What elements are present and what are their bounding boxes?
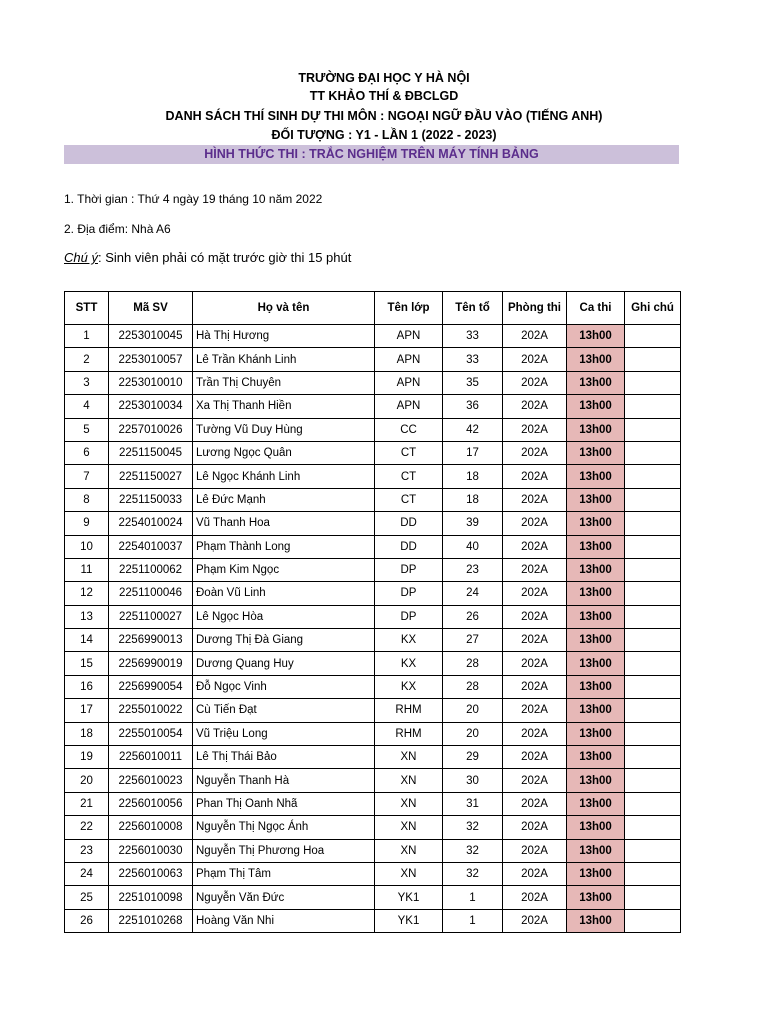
cell-session: 13h00 (567, 348, 625, 371)
cell-note (625, 769, 681, 792)
cell-student-id: 2256010011 (109, 746, 193, 769)
cell-note (625, 792, 681, 815)
cell-full-name: Lê Ngọc Khánh Linh (193, 465, 375, 488)
col-header-note: Ghi chú (625, 292, 681, 325)
cell-full-name: Lê Ngọc Hòa (193, 605, 375, 628)
cell-room: 202A (503, 441, 567, 464)
cell-note (625, 816, 681, 839)
cell-group: 23 (443, 558, 503, 581)
cell-note (625, 395, 681, 418)
cell-class: APN (375, 395, 443, 418)
table-row (65, 512, 681, 535)
cell-full-name: Đoàn Vũ Linh (193, 582, 375, 605)
cell-full-name: Dương Quang Huy (193, 652, 375, 675)
cell-class: YK1 (375, 909, 443, 932)
cell-class: KX (375, 652, 443, 675)
cell-full-name: Phan Thị Oanh Nhã (193, 792, 375, 815)
cell-stt: 9 (65, 512, 109, 535)
cell-group: 42 (443, 418, 503, 441)
cell-session: 13h00 (567, 371, 625, 394)
cell-group: 33 (443, 325, 503, 348)
cell-session: 13h00 (567, 769, 625, 792)
cell-group: 32 (443, 816, 503, 839)
exam-center-name: TT KHẢO THÍ & ĐBCLGD (309, 89, 459, 103)
cell-stt: 7 (65, 465, 109, 488)
cell-note (625, 465, 681, 488)
cell-stt: 26 (65, 909, 109, 932)
cell-room: 202A (503, 605, 567, 628)
cell-room: 202A (503, 792, 567, 815)
cell-full-name: Vũ Thanh Hoa (193, 512, 375, 535)
cell-full-name: Dương Thị Đà Giang (193, 629, 375, 652)
cell-full-name: Phạm Thị Tâm (193, 862, 375, 885)
cell-session: 13h00 (567, 418, 625, 441)
cell-stt: 22 (65, 816, 109, 839)
table-row (65, 535, 681, 558)
cell-stt: 18 (65, 722, 109, 745)
cell-note (625, 348, 681, 371)
cell-note (625, 441, 681, 464)
cell-room: 202A (503, 395, 567, 418)
note-text: : Sinh viên phải có mặt trước giờ thi 15 phút (97, 250, 352, 265)
cell-class: DP (375, 582, 443, 605)
table-row (65, 862, 681, 885)
cell-full-name: Xa Thị Thanh Hiền (193, 395, 375, 418)
cell-note (625, 325, 681, 348)
cell-class: CC (375, 418, 443, 441)
cell-student-id: 2251150033 (109, 488, 193, 511)
cell-session: 13h00 (567, 629, 625, 652)
cell-full-name: Phạm Thành Long (193, 535, 375, 558)
cell-group: 26 (443, 605, 503, 628)
cell-note (625, 535, 681, 558)
cell-session: 13h00 (567, 792, 625, 815)
cell-student-id: 2253010010 (109, 371, 193, 394)
cell-group: 40 (443, 535, 503, 558)
note-label: Chú ý (64, 250, 98, 265)
table-row (65, 652, 681, 675)
cell-full-name: Lương Ngọc Quân (193, 441, 375, 464)
cell-room: 202A (503, 418, 567, 441)
cell-stt: 19 (65, 746, 109, 769)
cell-stt: 11 (65, 558, 109, 581)
cell-student-id: 2256010063 (109, 862, 193, 885)
cell-session: 13h00 (567, 395, 625, 418)
table-row (65, 699, 681, 722)
cell-stt: 15 (65, 652, 109, 675)
cell-full-name: Nguyễn Thị Ngọc Ánh (193, 816, 375, 839)
cell-room: 202A (503, 886, 567, 909)
cell-class: CT (375, 465, 443, 488)
cell-class: XN (375, 769, 443, 792)
cell-full-name: Lê Thị Thái Bảo (193, 746, 375, 769)
cell-note (625, 675, 681, 698)
cell-stt: 20 (65, 769, 109, 792)
table-header-row (65, 292, 681, 325)
cell-stt: 24 (65, 862, 109, 885)
table-row (65, 348, 681, 371)
cell-room: 202A (503, 652, 567, 675)
cell-student-id: 2251100027 (109, 605, 193, 628)
cell-note (625, 886, 681, 909)
col-header-student-id: Mã SV (109, 292, 193, 325)
cell-group: 31 (443, 792, 503, 815)
cell-session: 13h00 (567, 652, 625, 675)
cell-stt: 2 (65, 348, 109, 371)
cell-stt: 25 (65, 886, 109, 909)
cell-stt: 10 (65, 535, 109, 558)
cell-note (625, 512, 681, 535)
cell-note (625, 371, 681, 394)
cell-stt: 1 (65, 325, 109, 348)
cell-student-id: 2256990054 (109, 675, 193, 698)
table-row (65, 839, 681, 862)
cell-stt: 23 (65, 839, 109, 862)
cell-full-name: Lê Trần Khánh Linh (193, 348, 375, 371)
cell-room: 202A (503, 488, 567, 511)
cell-note (625, 582, 681, 605)
cell-session: 13h00 (567, 699, 625, 722)
cell-class: CT (375, 488, 443, 511)
cell-student-id: 2251150027 (109, 465, 193, 488)
cell-stt: 8 (65, 488, 109, 511)
cell-group: 32 (443, 862, 503, 885)
cell-group: 1 (443, 886, 503, 909)
university-name: TRƯỜNG ĐẠI HỌC Y HÀ NỘI (298, 71, 470, 85)
cell-group: 18 (443, 465, 503, 488)
cell-class: XN (375, 816, 443, 839)
cell-full-name: Nguyễn Thị Phương Hoa (193, 839, 375, 862)
cell-group: 30 (443, 769, 503, 792)
cell-full-name: Nguyễn Văn Đức (193, 886, 375, 909)
note (64, 249, 351, 267)
cell-session: 13h00 (567, 325, 625, 348)
table-row (65, 605, 681, 628)
cell-full-name: Phạm Kim Ngọc (193, 558, 375, 581)
cell-room: 202A (503, 746, 567, 769)
cell-full-name: Vũ Triệu Long (193, 722, 375, 745)
cell-room: 202A (503, 348, 567, 371)
cell-room: 202A (503, 512, 567, 535)
cell-session: 13h00 (567, 582, 625, 605)
col-header-room: Phòng thi (503, 292, 567, 325)
cell-room: 202A (503, 839, 567, 862)
table-row (65, 746, 681, 769)
cell-note (625, 839, 681, 862)
cell-note (625, 862, 681, 885)
table-row (65, 886, 681, 909)
col-header-stt: STT (65, 292, 109, 325)
exam-location: 2. Địa điểm: Nhà A6 (64, 222, 171, 236)
cell-group: 1 (443, 909, 503, 932)
table-row (65, 441, 681, 464)
cell-class: XN (375, 746, 443, 769)
table-row (65, 816, 681, 839)
cell-class: DD (375, 512, 443, 535)
cell-class: RHM (375, 722, 443, 745)
cell-group: 18 (443, 488, 503, 511)
cell-session: 13h00 (567, 675, 625, 698)
cell-session: 13h00 (567, 886, 625, 909)
cell-student-id: 2251010098 (109, 886, 193, 909)
cell-room: 202A (503, 558, 567, 581)
cell-full-name: Hà Thị Hương (193, 325, 375, 348)
cell-session: 13h00 (567, 465, 625, 488)
cell-group: 35 (443, 371, 503, 394)
table-row (65, 371, 681, 394)
cell-class: APN (375, 348, 443, 371)
cell-group: 27 (443, 629, 503, 652)
cell-student-id: 2255010022 (109, 699, 193, 722)
cell-student-id: 2256010056 (109, 792, 193, 815)
cell-class: APN (375, 371, 443, 394)
col-header-full-name: Họ và tên (193, 292, 375, 325)
cell-room: 202A (503, 722, 567, 745)
cell-group: 24 (443, 582, 503, 605)
table-row (65, 325, 681, 348)
cell-session: 13h00 (567, 722, 625, 745)
cell-stt: 21 (65, 792, 109, 815)
cell-room: 202A (503, 535, 567, 558)
cell-note (625, 909, 681, 932)
table-row (65, 558, 681, 581)
cell-room: 202A (503, 909, 567, 932)
cell-note (625, 629, 681, 652)
cell-group: 36 (443, 395, 503, 418)
cell-stt: 4 (65, 395, 109, 418)
cell-class: DP (375, 605, 443, 628)
cell-room: 202A (503, 769, 567, 792)
cell-session: 13h00 (567, 558, 625, 581)
cell-stt: 16 (65, 675, 109, 698)
cell-class: APN (375, 325, 443, 348)
cell-group: 32 (443, 839, 503, 862)
table-row (65, 675, 681, 698)
cell-note (625, 605, 681, 628)
cell-class: YK1 (375, 886, 443, 909)
cell-student-id: 2256010023 (109, 769, 193, 792)
cell-group: 20 (443, 722, 503, 745)
cell-full-name: Cù Tiến Đạt (193, 699, 375, 722)
cell-room: 202A (503, 699, 567, 722)
cell-stt: 5 (65, 418, 109, 441)
cell-note (625, 746, 681, 769)
cell-student-id: 2251100062 (109, 558, 193, 581)
cell-room: 202A (503, 862, 567, 885)
cell-group: 28 (443, 675, 503, 698)
cell-stt: 6 (65, 441, 109, 464)
cell-student-id: 2256990019 (109, 652, 193, 675)
cell-stt: 13 (65, 605, 109, 628)
cell-full-name: Hoàng Văn Nhi (193, 909, 375, 932)
table-row (65, 769, 681, 792)
cell-session: 13h00 (567, 605, 625, 628)
cell-session: 13h00 (567, 512, 625, 535)
cell-full-name: Lê Đức Mạnh (193, 488, 375, 511)
candidate-table (64, 291, 681, 933)
cell-group: 20 (443, 699, 503, 722)
table-row (65, 465, 681, 488)
cell-class: DD (375, 535, 443, 558)
cell-room: 202A (503, 816, 567, 839)
cell-class: KX (375, 675, 443, 698)
cell-stt: 17 (65, 699, 109, 722)
cell-class: XN (375, 792, 443, 815)
table-row (65, 909, 681, 932)
cell-group: 28 (443, 652, 503, 675)
cell-student-id: 2251150045 (109, 441, 193, 464)
col-header-group: Tên tổ (443, 292, 503, 325)
cell-full-name: Tường Vũ Duy Hùng (193, 418, 375, 441)
exam-time: 1. Thời gian : Thứ 4 ngày 19 tháng 10 năm 2022 (64, 192, 323, 206)
list-title: DANH SÁCH THÍ SINH DỰ THI MÔN : NGOẠI NGỮ ĐẦU VÀO (TIẾNG ANH) (165, 109, 603, 123)
cell-stt: 3 (65, 371, 109, 394)
cell-group: 17 (443, 441, 503, 464)
cell-note (625, 418, 681, 441)
target-group: ĐỐI TƯỢNG : Y1 - LẦN 1 (2022 - 2023) (271, 128, 497, 142)
cell-student-id: 2256990013 (109, 629, 193, 652)
cell-session: 13h00 (567, 441, 625, 464)
cell-student-id: 2257010026 (109, 418, 193, 441)
cell-class: XN (375, 862, 443, 885)
cell-session: 13h00 (567, 909, 625, 932)
cell-session: 13h00 (567, 839, 625, 862)
cell-note (625, 558, 681, 581)
cell-session: 13h00 (567, 862, 625, 885)
table-row (65, 488, 681, 511)
table-body (65, 325, 681, 933)
cell-group: 29 (443, 746, 503, 769)
table-row (65, 792, 681, 815)
cell-student-id: 2256010008 (109, 816, 193, 839)
table-row (65, 418, 681, 441)
cell-full-name: Nguyễn Thanh Hà (193, 769, 375, 792)
cell-group: 39 (443, 512, 503, 535)
cell-stt: 12 (65, 582, 109, 605)
cell-class: KX (375, 629, 443, 652)
cell-full-name: Trần Thị Chuyên (193, 371, 375, 394)
cell-room: 202A (503, 629, 567, 652)
cell-full-name: Đỗ Ngọc Vinh (193, 675, 375, 698)
cell-student-id: 2254010024 (109, 512, 193, 535)
cell-student-id: 2256010030 (109, 839, 193, 862)
cell-stt: 14 (65, 629, 109, 652)
col-header-session: Ca thi (567, 292, 625, 325)
table-row (65, 629, 681, 652)
cell-class: CT (375, 441, 443, 464)
cell-session: 13h00 (567, 535, 625, 558)
cell-note (625, 652, 681, 675)
cell-room: 202A (503, 675, 567, 698)
cell-student-id: 2251010268 (109, 909, 193, 932)
cell-student-id: 2253010034 (109, 395, 193, 418)
exam-format-banner: HÌNH THỨC THI : TRẮC NGHIỆM TRÊN MÁY TÍNH BẢNG (64, 145, 679, 164)
cell-note (625, 722, 681, 745)
table-row (65, 395, 681, 418)
table-row (65, 722, 681, 745)
cell-note (625, 488, 681, 511)
table-row (65, 582, 681, 605)
cell-student-id: 2251100046 (109, 582, 193, 605)
cell-class: XN (375, 839, 443, 862)
cell-note (625, 699, 681, 722)
cell-student-id: 2255010054 (109, 722, 193, 745)
cell-student-id: 2253010045 (109, 325, 193, 348)
cell-student-id: 2253010057 (109, 348, 193, 371)
cell-session: 13h00 (567, 746, 625, 769)
cell-student-id: 2254010037 (109, 535, 193, 558)
cell-class: DP (375, 558, 443, 581)
cell-group: 33 (443, 348, 503, 371)
cell-room: 202A (503, 465, 567, 488)
cell-room: 202A (503, 325, 567, 348)
cell-class: RHM (375, 699, 443, 722)
col-header-class: Tên lớp (375, 292, 443, 325)
cell-room: 202A (503, 371, 567, 394)
cell-session: 13h00 (567, 488, 625, 511)
cell-room: 202A (503, 582, 567, 605)
cell-session: 13h00 (567, 816, 625, 839)
